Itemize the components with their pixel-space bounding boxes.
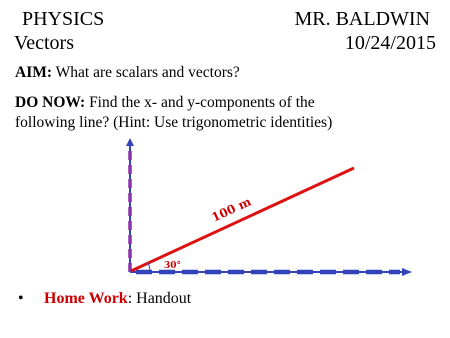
- homework-line: [18, 289, 191, 309]
- aim-text: What are scalars and vectors?: [52, 64, 240, 81]
- bullet-icon: •: [18, 290, 24, 307]
- header-topic: Vectors: [14, 32, 74, 54]
- header-date: 10/24/2015: [344, 32, 436, 54]
- y-arrowhead: [126, 138, 134, 146]
- resultant-vector: [131, 168, 354, 271]
- header-subject: PHYSICS: [22, 8, 105, 30]
- do-now-line-2: following line? (Hint: Use trigonometric identities): [15, 114, 333, 131]
- header-teacher: MR. BALDWIN: [294, 8, 430, 30]
- x-arrowhead: [402, 268, 412, 276]
- homework-label: Home Work: [44, 290, 128, 307]
- do-now-label: DO NOW:: [15, 94, 86, 111]
- do-now-text-1: Find the x- and y-components of the: [85, 94, 315, 111]
- angle-label: 30°: [164, 261, 182, 271]
- aim-label: AIM:: [15, 64, 53, 81]
- homework-text: : Handout: [127, 290, 192, 307]
- magnitude-label: 100 m: [209, 194, 254, 225]
